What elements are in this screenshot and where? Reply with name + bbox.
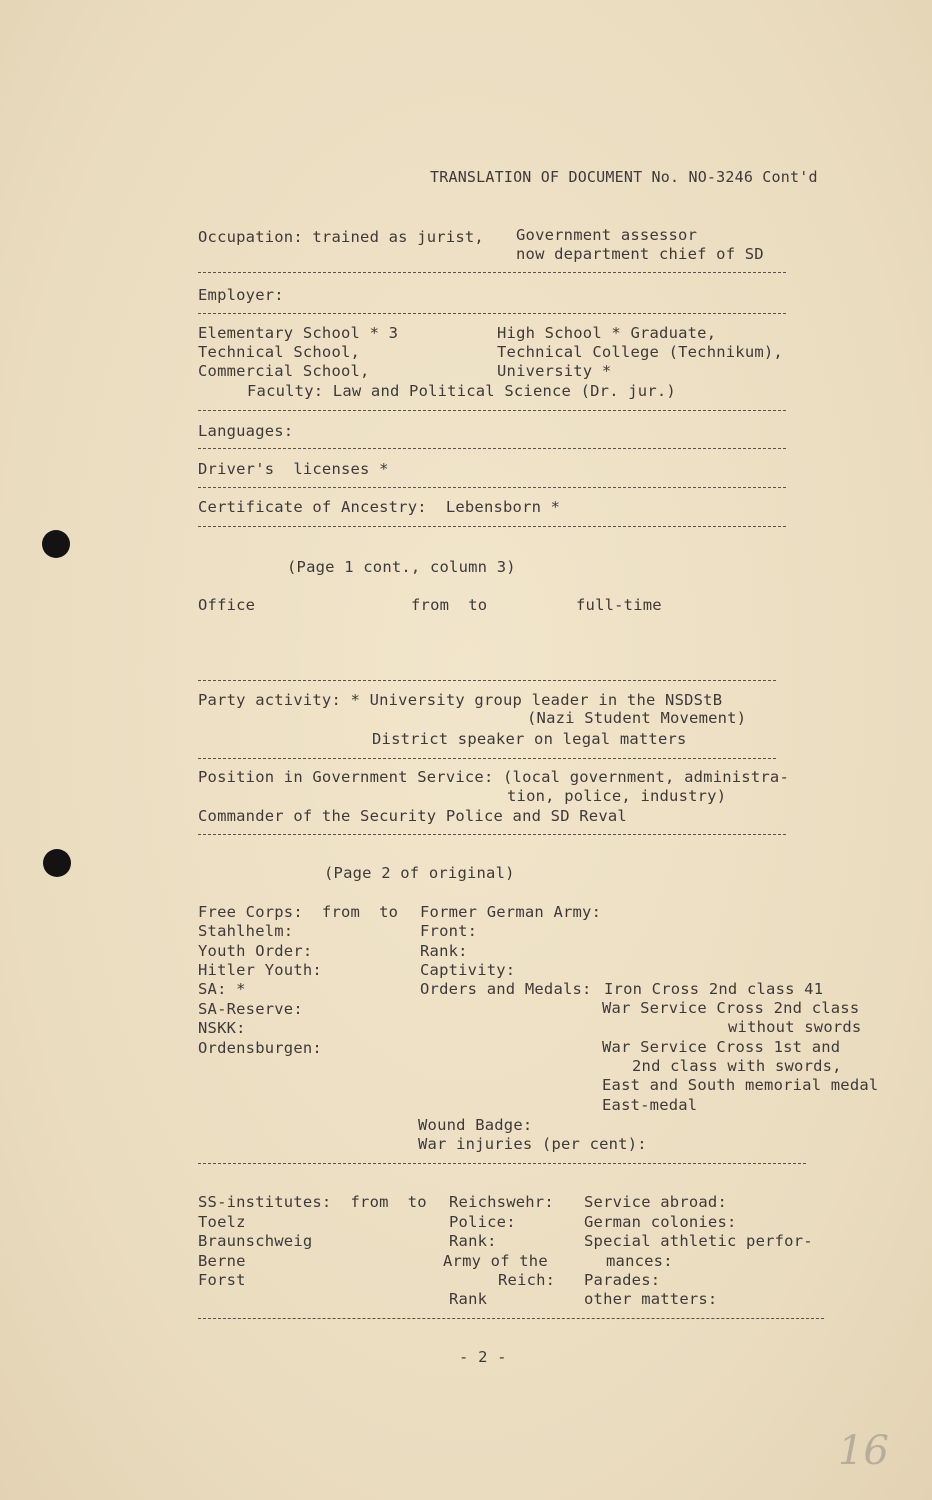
divider xyxy=(198,410,786,411)
ss-col3-5: other matters: xyxy=(584,1290,718,1308)
medal-6: East-medal xyxy=(602,1096,698,1114)
drivers-license: Driver's licenses * xyxy=(198,460,389,478)
divider xyxy=(198,834,786,835)
office-label: Office xyxy=(198,596,256,614)
org-mid-4: Orders and Medals: xyxy=(420,980,592,998)
punch-hole-upper xyxy=(42,530,70,558)
divider xyxy=(198,758,776,759)
ss-col3-0: Service abroad: xyxy=(584,1193,727,1211)
handwritten-folio-number: 16 xyxy=(838,1428,889,1474)
ss-col1-2: Braunschweig xyxy=(198,1232,313,1250)
position-line1: Position in Government Service: (local government, administra- xyxy=(198,768,789,786)
page-number: - 2 - xyxy=(459,1348,507,1366)
divider xyxy=(198,448,786,449)
office-from-to: from to xyxy=(411,596,488,614)
war-injuries: War injuries (per cent): xyxy=(418,1135,647,1153)
party-activity-line2: (Nazi Student Movement) xyxy=(527,709,747,727)
party-activity-line3: District speaker on legal matters xyxy=(372,730,687,748)
medal-2: without swords xyxy=(728,1018,862,1036)
occupation-value-2: now department chief of SD xyxy=(516,245,764,263)
ss-col2-1: Police: xyxy=(449,1213,516,1231)
ss-col3-1: German colonies: xyxy=(584,1213,737,1231)
ss-col2-5: Rank xyxy=(449,1290,488,1308)
medal-0: Iron Cross 2nd class 41 xyxy=(604,980,824,998)
education-university: University * xyxy=(497,362,612,380)
education-college: Technical College (Technikum), xyxy=(497,343,783,361)
ss-col1-3: Berne xyxy=(198,1252,246,1270)
divider xyxy=(198,487,786,488)
org-left-7: Ordensburgen: xyxy=(198,1039,322,1057)
divider xyxy=(198,680,776,681)
ss-col1-1: Toelz xyxy=(198,1213,246,1231)
ss-col2-3: Army of the xyxy=(443,1252,548,1270)
ss-col2-2: Rank: xyxy=(449,1232,497,1250)
org-left-2: Youth Order: xyxy=(198,942,313,960)
medal-4: 2nd class with swords, xyxy=(632,1057,842,1075)
divider xyxy=(198,313,786,314)
education-faculty: Faculty: Law and Political Science (Dr. jur.) xyxy=(247,382,676,400)
page2-note: (Page 2 of original) xyxy=(324,864,515,882)
certificate-ancestry: Certificate of Ancestry: Lebensborn * xyxy=(198,498,561,516)
divider xyxy=(198,1318,824,1319)
org-left-6: NSKK: xyxy=(198,1019,246,1037)
wound-badge: Wound Badge: xyxy=(418,1116,533,1134)
ss-col2-0: Reichswehr: xyxy=(449,1193,554,1211)
ss-col1-4: Forst xyxy=(198,1271,246,1289)
punch-hole-lower xyxy=(43,849,71,877)
page1-cont-note: (Page 1 cont., column 3) xyxy=(287,558,516,576)
org-left-5: SA-Reserve: xyxy=(198,1000,303,1018)
medal-5: East and South memorial medal xyxy=(602,1076,879,1094)
ss-col3-4: Parades: xyxy=(584,1271,661,1289)
office-fulltime: full-time xyxy=(576,596,662,614)
education-high: High School * Graduate, xyxy=(497,324,717,342)
education-technical: Technical School, xyxy=(198,343,361,361)
position-line2: tion, police, industry) xyxy=(507,787,727,805)
org-left-3: Hitler Youth: xyxy=(198,961,322,979)
ss-col1-0: SS-institutes: from to xyxy=(198,1193,427,1211)
ss-col3-2: Special athletic perfor- xyxy=(584,1232,813,1250)
education-commercial: Commercial School, xyxy=(198,362,370,380)
medal-1: War Service Cross 2nd class xyxy=(602,999,860,1017)
org-mid-1: Front: xyxy=(420,922,478,940)
org-mid-3: Captivity: xyxy=(420,961,516,979)
occupation-label: Occupation: trained as jurist, xyxy=(198,228,484,246)
occupation-value-1: Government assessor xyxy=(516,226,698,244)
org-left-1: Stahlhelm: xyxy=(198,922,294,940)
divider xyxy=(198,526,786,527)
divider xyxy=(198,1163,806,1164)
position-line3: Commander of the Security Police and SD Reval xyxy=(198,807,627,825)
languages-label: Languages: xyxy=(198,422,294,440)
education-elementary: Elementary School * 3 xyxy=(198,324,399,342)
ss-col3-3: mances: xyxy=(606,1252,673,1270)
party-activity-line1: Party activity: * University group leader in the NSDStB xyxy=(198,691,723,709)
org-mid-0: Former German Army: xyxy=(420,903,602,921)
org-mid-2: Rank: xyxy=(420,942,468,960)
employer-label: Employer: xyxy=(198,286,284,304)
ss-col2-4: Reich: xyxy=(498,1271,556,1289)
org-left-4: SA: * xyxy=(198,980,246,998)
medal-3: War Service Cross 1st and xyxy=(602,1038,841,1056)
divider xyxy=(198,272,786,273)
org-left-0: Free Corps: from to xyxy=(198,903,399,921)
document-header: TRANSLATION OF DOCUMENT No. NO-3246 Cont'd xyxy=(430,168,818,186)
